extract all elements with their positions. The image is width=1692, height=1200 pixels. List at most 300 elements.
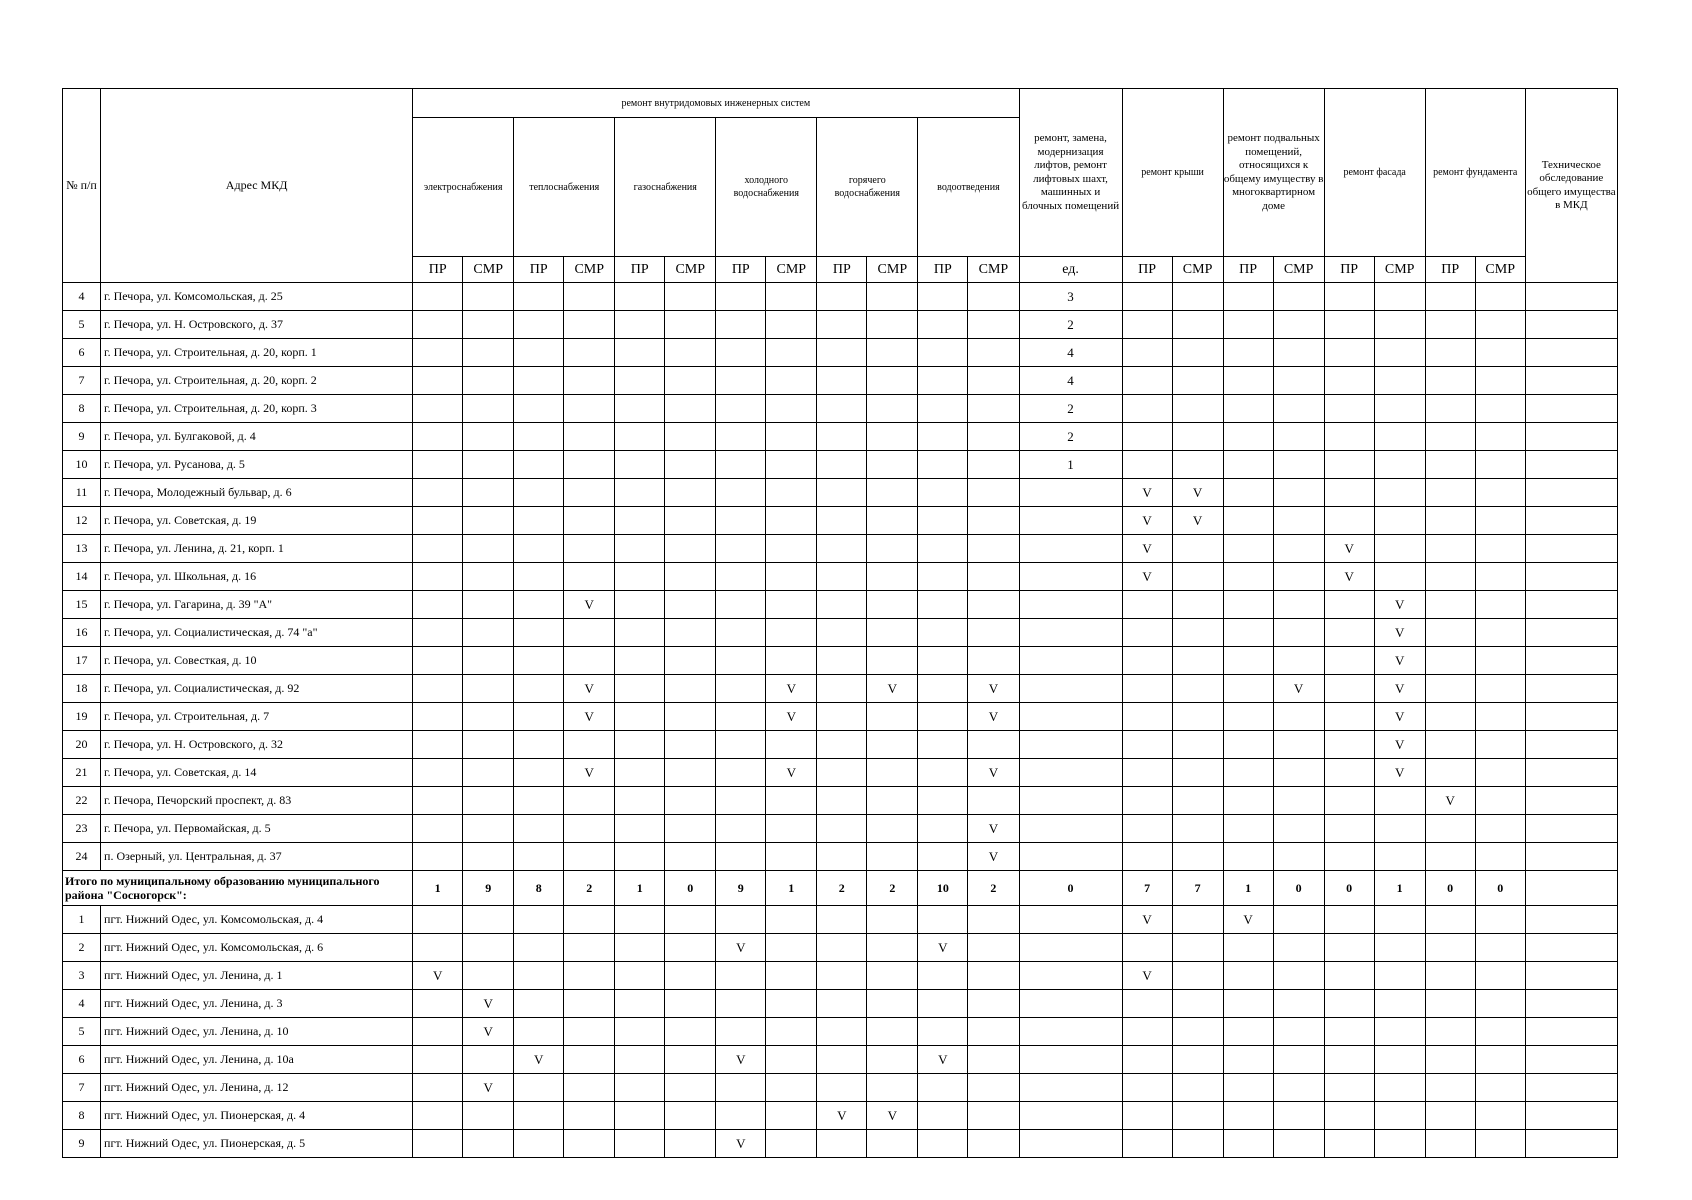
row-cell — [615, 367, 665, 395]
row-cell — [716, 619, 766, 647]
row-cell — [1374, 843, 1425, 871]
row-cell: V — [463, 1074, 514, 1102]
row-address: г. Печора, ул. Строительная, д. 20, корп. 2 — [101, 367, 413, 395]
row-cell — [766, 367, 817, 395]
row-cell — [1019, 507, 1122, 535]
row-cell — [1273, 563, 1324, 591]
row-cell — [817, 1018, 867, 1046]
row-number: 6 — [63, 339, 101, 367]
row-cell — [766, 591, 817, 619]
row-cell — [665, 647, 716, 675]
row-cell — [1122, 843, 1172, 871]
row-cell — [463, 815, 514, 843]
row-cell: V — [564, 759, 615, 787]
row-cell — [968, 1018, 1019, 1046]
row-address: г. Печора, ул. Русанова, д. 5 — [101, 451, 413, 479]
table-row — [63, 423, 1618, 451]
row-address: г. Печора, ул. Социалистическая, д. 74 "а" — [101, 619, 413, 647]
row-number: 10 — [63, 451, 101, 479]
total-cell: 7 — [1172, 871, 1223, 906]
row-number: 12 — [63, 507, 101, 535]
row-cell — [1273, 962, 1324, 990]
header-foundation: ремонт фундамента — [1425, 89, 1525, 257]
row-cell — [615, 990, 665, 1018]
row-cell: V — [1122, 535, 1172, 563]
row-cell — [463, 535, 514, 563]
row-cell — [564, 451, 615, 479]
row-cell — [766, 1074, 817, 1102]
row-cell — [918, 647, 968, 675]
row-cell — [766, 563, 817, 591]
row-cell — [1324, 1046, 1374, 1074]
row-cell: V — [1374, 675, 1425, 703]
row-cell — [1223, 1102, 1273, 1130]
row-cell — [463, 962, 514, 990]
row-cell — [1223, 759, 1273, 787]
row-cell — [918, 283, 968, 311]
row-cell — [1122, 423, 1172, 451]
header-code-smr: СМР — [1273, 257, 1324, 283]
row-cell — [514, 591, 564, 619]
row-cell — [665, 1046, 716, 1074]
row-cell — [1172, 815, 1223, 843]
row-number: 7 — [63, 1074, 101, 1102]
row-cell — [1019, 1074, 1122, 1102]
row-cell — [716, 479, 766, 507]
row-cell — [766, 1018, 817, 1046]
row-cell — [1223, 619, 1273, 647]
row-cell — [564, 535, 615, 563]
row-cell — [1324, 675, 1374, 703]
total-cell: 10 — [918, 871, 968, 906]
row-cell — [1475, 423, 1525, 451]
header-system-cold-water: холодного водоснабжения — [716, 118, 817, 257]
row-cell — [1374, 1130, 1425, 1158]
row-cell — [1223, 507, 1273, 535]
row-cell — [1525, 675, 1617, 703]
row-cell: 2 — [1019, 311, 1122, 339]
row-cell — [1122, 1046, 1172, 1074]
row-cell — [968, 619, 1019, 647]
row-address: пгт. Нижний Одес, ул. Ленина, д. 1 — [101, 962, 413, 990]
total-cell: 1 — [615, 871, 665, 906]
row-cell — [1273, 703, 1324, 731]
row-cell — [665, 1018, 716, 1046]
row-cell — [514, 1102, 564, 1130]
row-cell — [968, 1130, 1019, 1158]
row-cell — [716, 395, 766, 423]
row-cell — [1223, 815, 1273, 843]
row-cell — [918, 675, 968, 703]
row-cell — [615, 1074, 665, 1102]
row-cell — [615, 451, 665, 479]
row-number: 1 — [63, 906, 101, 934]
row-cell — [1425, 535, 1475, 563]
row-cell — [1019, 759, 1122, 787]
row-cell — [817, 535, 867, 563]
row-cell — [1324, 451, 1374, 479]
row-cell — [564, 1074, 615, 1102]
row-cell — [1324, 1102, 1374, 1130]
row-cell — [413, 647, 463, 675]
row-cell: V — [1425, 787, 1475, 815]
row-cell — [1122, 1074, 1172, 1102]
row-cell — [716, 507, 766, 535]
row-cell — [1374, 535, 1425, 563]
row-cell — [1425, 647, 1475, 675]
row-cell — [413, 1074, 463, 1102]
row-cell — [817, 815, 867, 843]
row-cell — [1172, 1102, 1223, 1130]
row-cell — [1172, 395, 1223, 423]
row-cell — [1223, 283, 1273, 311]
row-cell — [766, 787, 817, 815]
row-cell — [1425, 934, 1475, 962]
row-cell — [918, 815, 968, 843]
row-cell — [716, 563, 766, 591]
row-cell — [1425, 479, 1475, 507]
row-cell — [867, 423, 918, 451]
row-cell: 4 — [1019, 367, 1122, 395]
row-cell — [564, 563, 615, 591]
row-cell — [1425, 815, 1475, 843]
row-cell — [615, 675, 665, 703]
table-row — [63, 815, 1618, 843]
row-cell — [968, 311, 1019, 339]
row-cell — [1019, 479, 1122, 507]
row-cell — [514, 1130, 564, 1158]
header-code-pr: ПР — [918, 257, 968, 283]
row-cell — [1374, 283, 1425, 311]
row-cell — [1425, 367, 1475, 395]
header-inspection: Техническое обследование общего имущества в МКД — [1525, 89, 1617, 283]
row-cell — [1172, 906, 1223, 934]
row-cell — [665, 283, 716, 311]
row-cell — [665, 962, 716, 990]
table-row — [63, 367, 1618, 395]
row-cell — [413, 843, 463, 871]
row-number: 16 — [63, 619, 101, 647]
row-cell — [1525, 934, 1617, 962]
row-cell — [1273, 1018, 1324, 1046]
row-cell — [1324, 990, 1374, 1018]
row-cell — [1223, 675, 1273, 703]
row-cell — [1324, 647, 1374, 675]
row-cell — [1122, 1018, 1172, 1046]
row-cell — [867, 934, 918, 962]
row-address: г. Печора, ул. Комсомольская, д. 25 — [101, 283, 413, 311]
row-cell — [867, 1074, 918, 1102]
row-cell — [665, 311, 716, 339]
row-number: 7 — [63, 367, 101, 395]
table-row — [63, 395, 1618, 423]
row-cell — [716, 367, 766, 395]
row-cell — [413, 1102, 463, 1130]
row-cell — [615, 962, 665, 990]
row-cell — [665, 1102, 716, 1130]
row-cell — [1273, 1046, 1324, 1074]
row-cell — [413, 339, 463, 367]
total-cell: 0 — [1324, 871, 1374, 906]
row-cell — [716, 731, 766, 759]
row-cell — [615, 1130, 665, 1158]
header-code-smr: СМР — [665, 257, 716, 283]
row-cell — [1019, 906, 1122, 934]
row-cell — [1475, 962, 1525, 990]
row-cell — [1525, 283, 1617, 311]
row-cell — [413, 395, 463, 423]
row-cell — [615, 843, 665, 871]
table-row — [63, 507, 1618, 535]
row-address: г. Печора, ул. Школьная, д. 16 — [101, 563, 413, 591]
table-row — [63, 1130, 1618, 1158]
row-number: 6 — [63, 1046, 101, 1074]
row-cell: V — [968, 815, 1019, 843]
row-cell — [1475, 906, 1525, 934]
total-cell: 1 — [766, 871, 817, 906]
row-number: 23 — [63, 815, 101, 843]
row-cell: V — [716, 1130, 766, 1158]
header-facade: ремонт фасада — [1324, 89, 1425, 257]
row-cell — [413, 703, 463, 731]
row-cell — [867, 283, 918, 311]
row-cell — [1374, 395, 1425, 423]
row-cell: V — [1374, 703, 1425, 731]
row-number: 2 — [63, 934, 101, 962]
row-cell — [463, 563, 514, 591]
total-cell: 2 — [867, 871, 918, 906]
row-cell: 2 — [1019, 395, 1122, 423]
row-cell — [1273, 507, 1324, 535]
row-cell — [1273, 1074, 1324, 1102]
row-cell — [1273, 311, 1324, 339]
row-cell — [867, 395, 918, 423]
row-cell — [1223, 1130, 1273, 1158]
row-cell — [1172, 647, 1223, 675]
row-cell — [1475, 339, 1525, 367]
row-cell — [1425, 731, 1475, 759]
row-cell — [918, 1102, 968, 1130]
row-cell — [413, 563, 463, 591]
total-cell: 2 — [817, 871, 867, 906]
row-cell — [1525, 787, 1617, 815]
row-cell — [1374, 423, 1425, 451]
row-cell — [1324, 906, 1374, 934]
row-cell — [1324, 339, 1374, 367]
table-row — [63, 787, 1618, 815]
row-cell — [1122, 731, 1172, 759]
table-row — [63, 1102, 1618, 1130]
row-cell — [615, 479, 665, 507]
row-cell — [1324, 1018, 1374, 1046]
row-cell — [1324, 619, 1374, 647]
row-cell — [1374, 563, 1425, 591]
row-cell — [514, 535, 564, 563]
row-cell — [463, 934, 514, 962]
row-number: 4 — [63, 990, 101, 1018]
row-cell — [1525, 1130, 1617, 1158]
row-cell — [918, 563, 968, 591]
row-cell — [564, 787, 615, 815]
row-cell — [1122, 1102, 1172, 1130]
row-cell — [564, 1018, 615, 1046]
row-cell: V — [463, 990, 514, 1018]
header-code-pr: ПР — [1324, 257, 1374, 283]
row-cell — [1172, 367, 1223, 395]
row-cell — [1223, 731, 1273, 759]
row-cell — [615, 1018, 665, 1046]
row-cell — [1122, 934, 1172, 962]
row-cell — [615, 906, 665, 934]
row-cell — [1019, 535, 1122, 563]
row-cell — [564, 1046, 615, 1074]
row-cell — [665, 1130, 716, 1158]
row-cell — [766, 1102, 817, 1130]
row-cell — [918, 311, 968, 339]
row-cell — [1374, 1046, 1425, 1074]
row-cell — [867, 339, 918, 367]
header-code-smr: СМР — [766, 257, 817, 283]
row-cell: V — [1273, 675, 1324, 703]
row-cell — [817, 934, 867, 962]
row-cell — [1273, 339, 1324, 367]
header-code-pr: ПР — [1223, 257, 1273, 283]
row-cell: V — [1374, 591, 1425, 619]
row-cell — [1122, 815, 1172, 843]
row-cell: V — [918, 934, 968, 962]
row-cell — [1019, 990, 1122, 1018]
row-cell — [1122, 787, 1172, 815]
row-cell — [1019, 787, 1122, 815]
row-cell — [1172, 311, 1223, 339]
row-cell — [1273, 906, 1324, 934]
row-cell: V — [413, 962, 463, 990]
row-cell — [867, 591, 918, 619]
row-cell — [1425, 990, 1475, 1018]
row-cell — [867, 1018, 918, 1046]
row-cell — [1122, 703, 1172, 731]
row-cell — [1223, 395, 1273, 423]
row-cell — [1324, 507, 1374, 535]
row-cell — [514, 647, 564, 675]
row-cell — [968, 1074, 1019, 1102]
total-cell: 1 — [1374, 871, 1425, 906]
row-cell — [1122, 591, 1172, 619]
row-cell — [1172, 759, 1223, 787]
row-cell — [413, 619, 463, 647]
row-cell — [766, 990, 817, 1018]
table-row — [63, 591, 1618, 619]
row-cell — [463, 507, 514, 535]
row-cell — [716, 906, 766, 934]
row-cell — [615, 647, 665, 675]
row-cell — [665, 990, 716, 1018]
row-address: г. Печора, ул. Советская, д. 19 — [101, 507, 413, 535]
row-cell — [514, 451, 564, 479]
row-cell — [564, 479, 615, 507]
row-cell — [1324, 395, 1374, 423]
header-code-pr: ПР — [817, 257, 867, 283]
row-cell — [867, 619, 918, 647]
row-cell — [1223, 423, 1273, 451]
row-cell — [665, 675, 716, 703]
row-cell — [1223, 703, 1273, 731]
row-cell — [514, 962, 564, 990]
row-cell — [1172, 990, 1223, 1018]
row-cell — [1172, 787, 1223, 815]
row-cell — [1425, 395, 1475, 423]
row-cell — [1019, 647, 1122, 675]
row-cell — [1525, 563, 1617, 591]
row-cell — [615, 759, 665, 787]
row-cell — [1273, 367, 1324, 395]
row-cell — [968, 535, 1019, 563]
row-cell: V — [1324, 563, 1374, 591]
row-cell: 2 — [1019, 423, 1122, 451]
row-cell — [564, 906, 615, 934]
row-cell — [1172, 563, 1223, 591]
row-cell — [766, 619, 817, 647]
row-cell — [1425, 423, 1475, 451]
row-cell — [1525, 815, 1617, 843]
row-address: г. Печора, ул. Совесткая, д. 10 — [101, 647, 413, 675]
row-cell — [1172, 423, 1223, 451]
row-cell — [564, 339, 615, 367]
row-cell — [1122, 990, 1172, 1018]
row-cell — [817, 843, 867, 871]
row-cell — [514, 367, 564, 395]
row-number: 4 — [63, 283, 101, 311]
row-cell — [716, 815, 766, 843]
row-cell — [918, 1018, 968, 1046]
row-cell — [1324, 1130, 1374, 1158]
row-cell — [817, 395, 867, 423]
row-cell — [1324, 731, 1374, 759]
row-cell — [463, 591, 514, 619]
row-cell — [665, 843, 716, 871]
row-cell — [867, 507, 918, 535]
header-code-smr: СМР — [1172, 257, 1223, 283]
row-cell — [817, 787, 867, 815]
row-number: 15 — [63, 591, 101, 619]
row-cell — [1273, 731, 1324, 759]
row-cell — [766, 451, 817, 479]
row-cell — [766, 962, 817, 990]
row-cell: V — [716, 1046, 766, 1074]
row-cell — [463, 339, 514, 367]
table-row — [63, 1046, 1618, 1074]
row-cell — [413, 934, 463, 962]
row-cell — [1019, 675, 1122, 703]
row-cell — [514, 619, 564, 647]
row-cell — [1425, 1074, 1475, 1102]
row-cell — [1374, 1018, 1425, 1046]
row-cell — [817, 311, 867, 339]
row-cell — [1273, 934, 1324, 962]
row-cell — [1475, 934, 1525, 962]
row-address: г. Печора, ул. Строительная, д. 20, корп. 1 — [101, 339, 413, 367]
row-cell — [1019, 934, 1122, 962]
row-cell — [1122, 283, 1172, 311]
row-cell — [564, 731, 615, 759]
row-address: пгт. Нижний Одес, ул. Комсомольская, д. 6 — [101, 934, 413, 962]
row-cell — [716, 843, 766, 871]
row-cell — [817, 1046, 867, 1074]
row-cell — [817, 283, 867, 311]
row-cell — [1172, 619, 1223, 647]
header-code-pr: ПР — [1425, 257, 1475, 283]
row-cell — [1172, 962, 1223, 990]
